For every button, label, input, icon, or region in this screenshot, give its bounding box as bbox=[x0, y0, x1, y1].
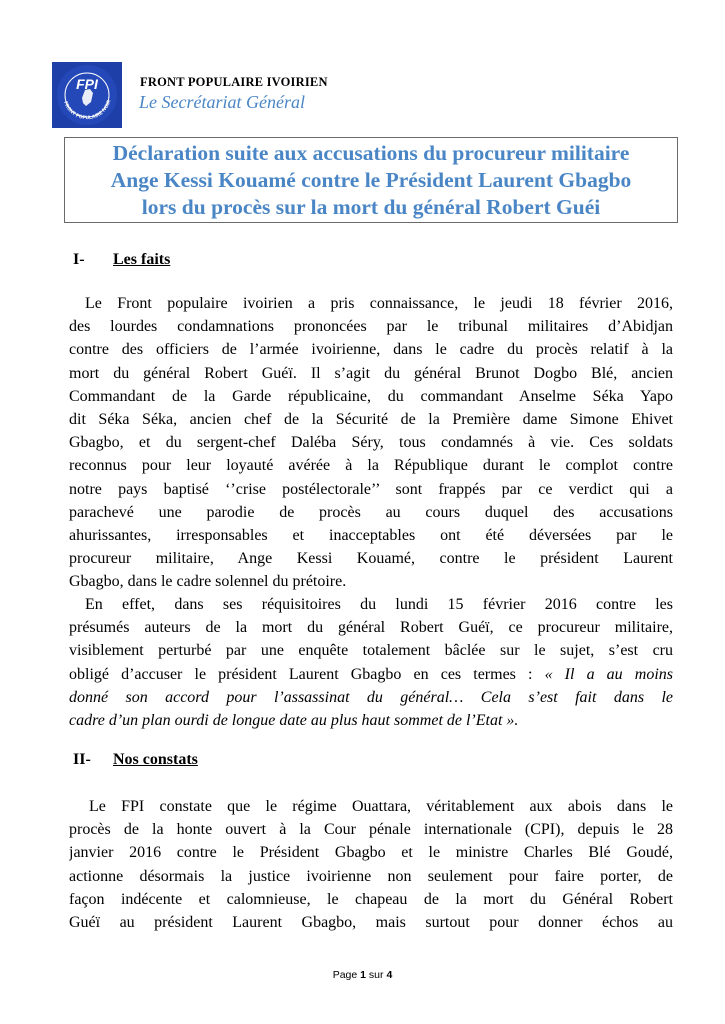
section-number: I- bbox=[73, 251, 85, 268]
text-line: parachevé une parodie de procès au cours duquel des accusations bbox=[69, 503, 673, 521]
text-line: façon indécente et calomnieuse, le chapeau de la mort du Général Robert bbox=[69, 890, 673, 908]
page-current: 1 bbox=[360, 969, 366, 981]
paragraph-faits-1 bbox=[69, 292, 673, 593]
text-line: Gbagbo, et du sergent-chef Daléba Séry, tous condamnés à vie. Ces soldats bbox=[69, 434, 673, 452]
text-line: actionne désormais la justice ivoirienne non seulement pour faire porter, de bbox=[69, 867, 673, 885]
section-title: Nos constats bbox=[113, 751, 198, 768]
text-line: mort du général Robert Guéï. Il s’agit du général Brunot Dogbo Blé, ancien bbox=[69, 364, 673, 382]
text-line: présumés auteurs de la mort du général Robert Guéï, ce procureur militaire, bbox=[69, 619, 673, 637]
title-line: lors du procès sur la mort du général Robert Guéi bbox=[141, 194, 601, 219]
text-line: des lourdes condamnations prononcées par le tribunal militaires d’Abidjan bbox=[69, 318, 673, 336]
text-line: procureur militaire, Ange Kessi Kouamé, contre le président Laurent bbox=[69, 550, 673, 568]
text-segment: obligé d’accuser le président Laurent Gbagbo en ces termes : bbox=[69, 665, 545, 683]
quote-line: cadre d’un plan ourdi de longue date au plus haut sommet de l’Etat ». bbox=[69, 711, 519, 729]
text-line: En effet, dans ses réquisitoires du lundi 15 février 2016 contre les bbox=[85, 596, 673, 613]
fpi-logo bbox=[52, 62, 122, 128]
text-line: Gbagbo, dans le cadre solennel du prétoire. bbox=[69, 573, 347, 591]
section-heading-constats bbox=[73, 751, 198, 769]
title-line: Ange Kessi Kouamé contre le Président Laurent Gbagbo bbox=[110, 167, 632, 192]
paragraph-faits-2 bbox=[69, 593, 673, 732]
quote-line: donné son accord pour l’assassinat du général… Cela s’est fait dans le bbox=[69, 688, 673, 706]
text-line: dit Séka Séka, ancien chef de la Sécurité de la Première dame Simone Ehivet bbox=[69, 410, 673, 428]
page-separator: sur bbox=[368, 969, 384, 981]
section-title: Les faits bbox=[113, 251, 171, 268]
text-line: Le Front populaire ivoirien a pris connaissance, le jeudi 18 février 2016, bbox=[85, 295, 673, 312]
text-line: ahurissantes, irresponsables et inacceptables ont été déversées par le bbox=[69, 526, 673, 544]
fpi-logo-icon bbox=[52, 62, 122, 128]
text-line: reconnus pour leur loyauté avérée à la République durant le complot contre bbox=[69, 457, 673, 475]
organization-name: FRONT POPULAIRE IVOIRIEN bbox=[140, 75, 328, 89]
text-line: Le FPI constate que le régime Ouattara, véritablement aux abois dans le bbox=[89, 798, 673, 815]
text-line: Guéï au président Laurent Gbagbo, mais surtout pour donner échos au bbox=[69, 913, 673, 931]
paragraph-constats-1 bbox=[69, 795, 673, 934]
page-label: Page bbox=[332, 969, 358, 981]
text-line: janvier 2016 contre le Président Gbagbo et le ministre Charles Blé Goudé, bbox=[69, 844, 673, 862]
text-line: contre des officiers de l’armée ivoirienne, dans le cadre du procès relatif à la bbox=[69, 341, 673, 359]
organization-subtitle: Le Secrétariat Général bbox=[139, 92, 305, 112]
logo-ring-text: FRONT POPULAIRE IVOIR bbox=[62, 99, 113, 122]
text-line-mixed bbox=[69, 663, 673, 686]
text-line: Commandant de la Garde républicaine, du commandant Anselme Séka Yapo bbox=[69, 387, 673, 405]
logo-letters: FPI bbox=[76, 76, 98, 92]
declaration-title-box bbox=[64, 137, 678, 223]
text-line: procès de la honte ouvert à la Cour pénale internationale (CPI), depuis le 28 bbox=[69, 821, 673, 839]
page-number bbox=[0, 969, 725, 981]
section-heading-faits bbox=[73, 251, 170, 269]
section-number: II- bbox=[73, 751, 91, 768]
quote-start: « Il a au moins bbox=[544, 665, 673, 683]
text-line: visiblement perturbé par une enquête totalement bâclée sur le sujet, s’est cru bbox=[69, 642, 673, 660]
title-line: Déclaration suite aux accusations du procureur militaire bbox=[112, 140, 630, 165]
text-line: notre pays baptisé ‘’crise postélectorale’’ sont frappés par ce verdict qui a bbox=[69, 480, 673, 498]
page-total: 4 bbox=[386, 969, 393, 981]
